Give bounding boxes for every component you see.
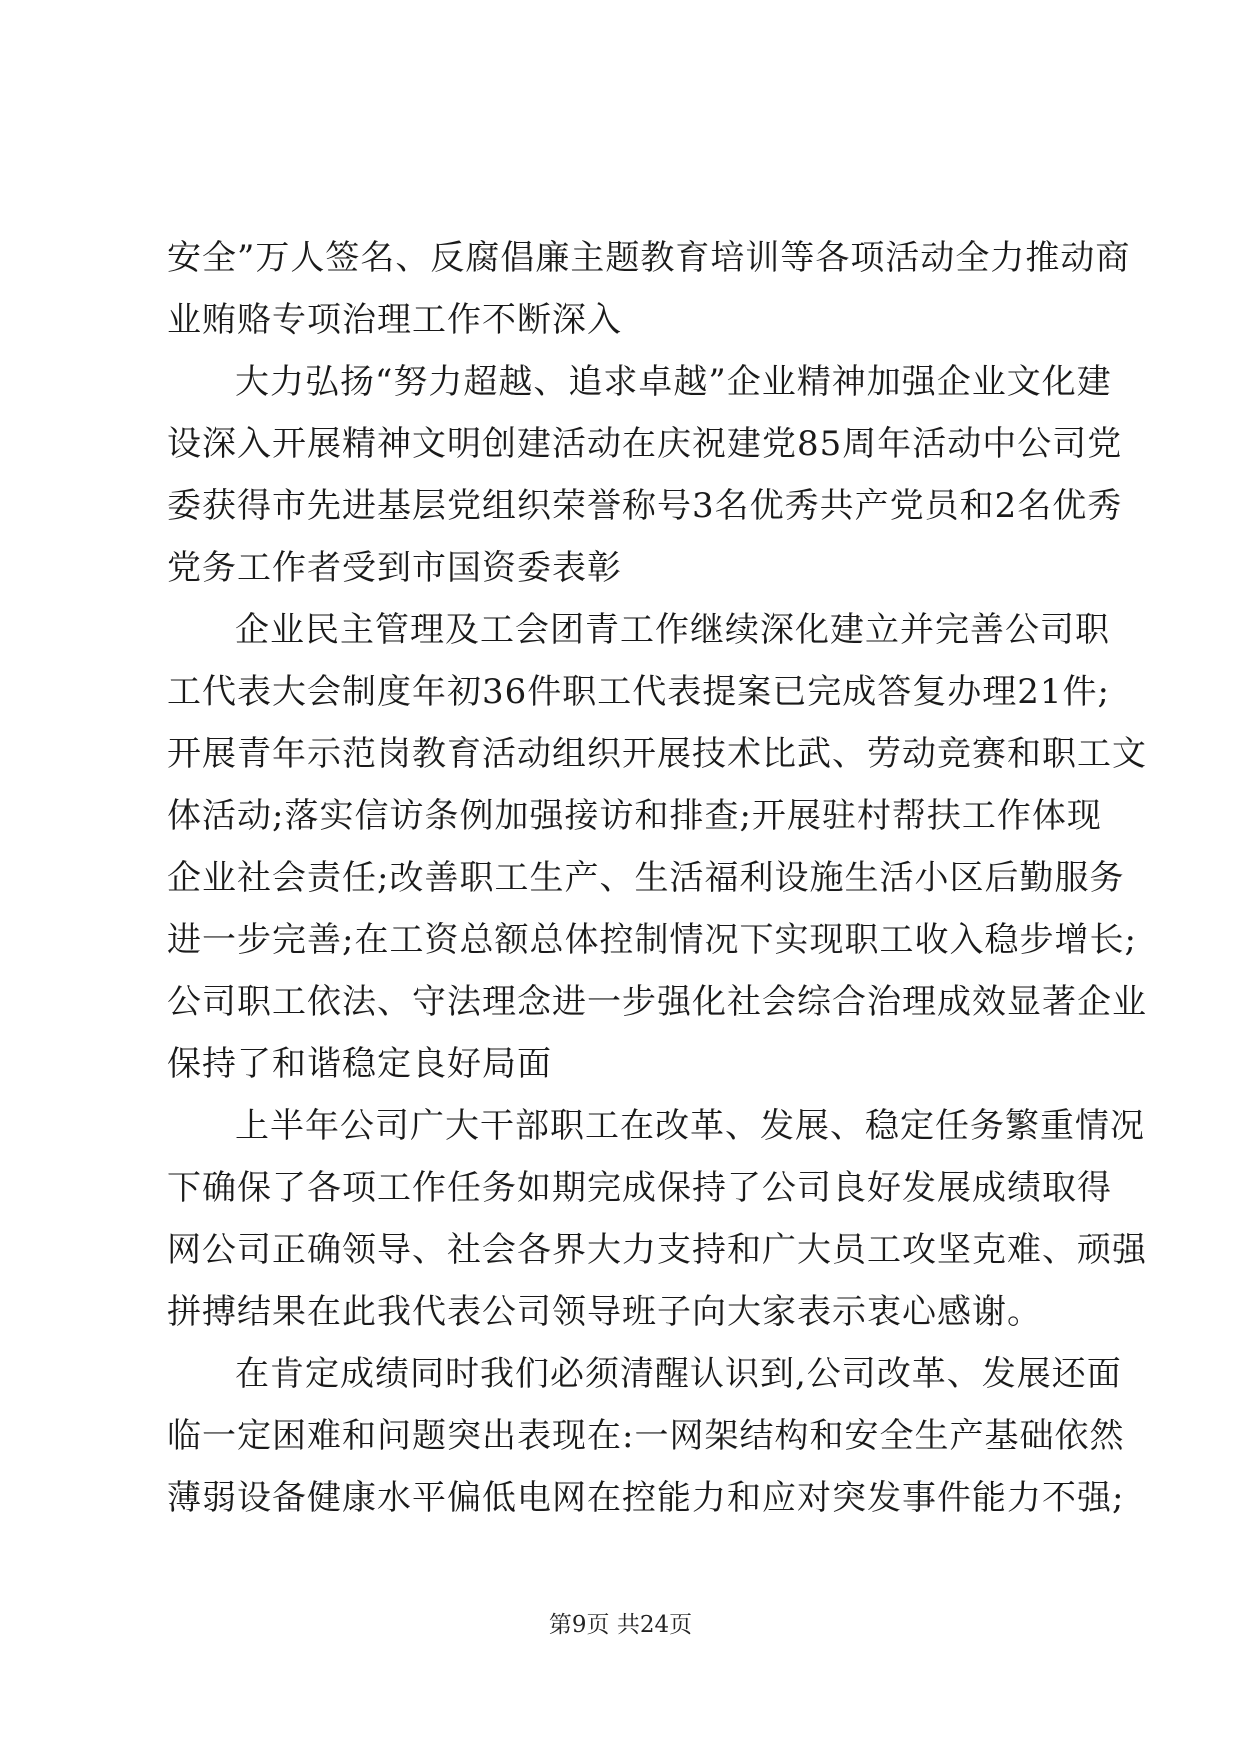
paragraph <box>167 351 1123 599</box>
text-line: 企业社会责任;改善职工生产、生活福利设施生活小区后勤服务 <box>167 858 1125 898</box>
paragraph <box>167 227 1131 351</box>
text-line: 薄弱设备健康水平偏低电网在控能力和应对突发事件能力不强; <box>167 1478 1125 1518</box>
text-line: 保持了和谐稳定良好局面 <box>167 1044 552 1084</box>
text-line: 拼搏结果在此我代表公司领导班子向大家表示衷心感谢。 <box>167 1292 1042 1332</box>
text-line: 党务工作者受到市国资委表彰 <box>167 548 622 588</box>
text-line: 设深入开展精神文明创建活动在庆祝建党85周年活动中公司党 <box>167 424 1123 464</box>
text-line: 体活动;落实信访条例加强接访和排查;开展驻村帮扶工作体现 <box>167 796 1102 836</box>
text-line: 进一步完善;在工资总额总体控制情况下实现职工收入稳步增长; <box>167 920 1137 960</box>
text-line: 大力弘扬“努力超越、追求卓越”企业精神加强企业文化建 <box>235 362 1112 402</box>
text-line: 下确保了各项工作任务如期完成保持了公司良好发展成绩取得 <box>167 1168 1112 1208</box>
text-line: 临一定困难和问题突出表现在:一网架结构和安全生产基础依然 <box>167 1416 1125 1456</box>
text-line: 网公司正确领导、社会各界大力支持和广大员工攻坚克难、顽强 <box>167 1230 1147 1270</box>
paragraph <box>167 1343 1125 1529</box>
text-line: 公司职工依法、守法理念进一步强化社会综合治理成效显著企业 <box>167 982 1147 1022</box>
paragraph <box>167 1095 1147 1343</box>
text-line: 上半年公司广大干部职工在改革、发展、稳定任务繁重情况 <box>235 1106 1145 1146</box>
text-line: 开展青年示范岗教育活动组织开展技术比武、劳动竞赛和职工文 <box>167 734 1147 774</box>
page-number: 第9页 共24页 <box>548 1612 693 1638</box>
page-footer <box>0 1606 1241 1639</box>
text-line: 工代表大会制度年初36件职工代表提案已完成答复办理21件; <box>167 672 1110 712</box>
text-line: 委获得市先进基层党组织荣誉称号3名优秀共产党员和2名优秀 <box>167 486 1123 526</box>
body-text <box>167 227 1147 1529</box>
text-line: 企业民主管理及工会团青工作继续深化建立并完善公司职 <box>235 610 1110 650</box>
text-line: 安全”万人签名、反腐倡廉主题教育培训等各项活动全力推动商 <box>167 238 1131 278</box>
text-line: 在肯定成绩同时我们必须清醒认识到,公司改革、发展还面 <box>235 1354 1122 1394</box>
paragraph <box>167 599 1147 1095</box>
text-line: 业贿赂专项治理工作不断深入 <box>167 300 622 340</box>
